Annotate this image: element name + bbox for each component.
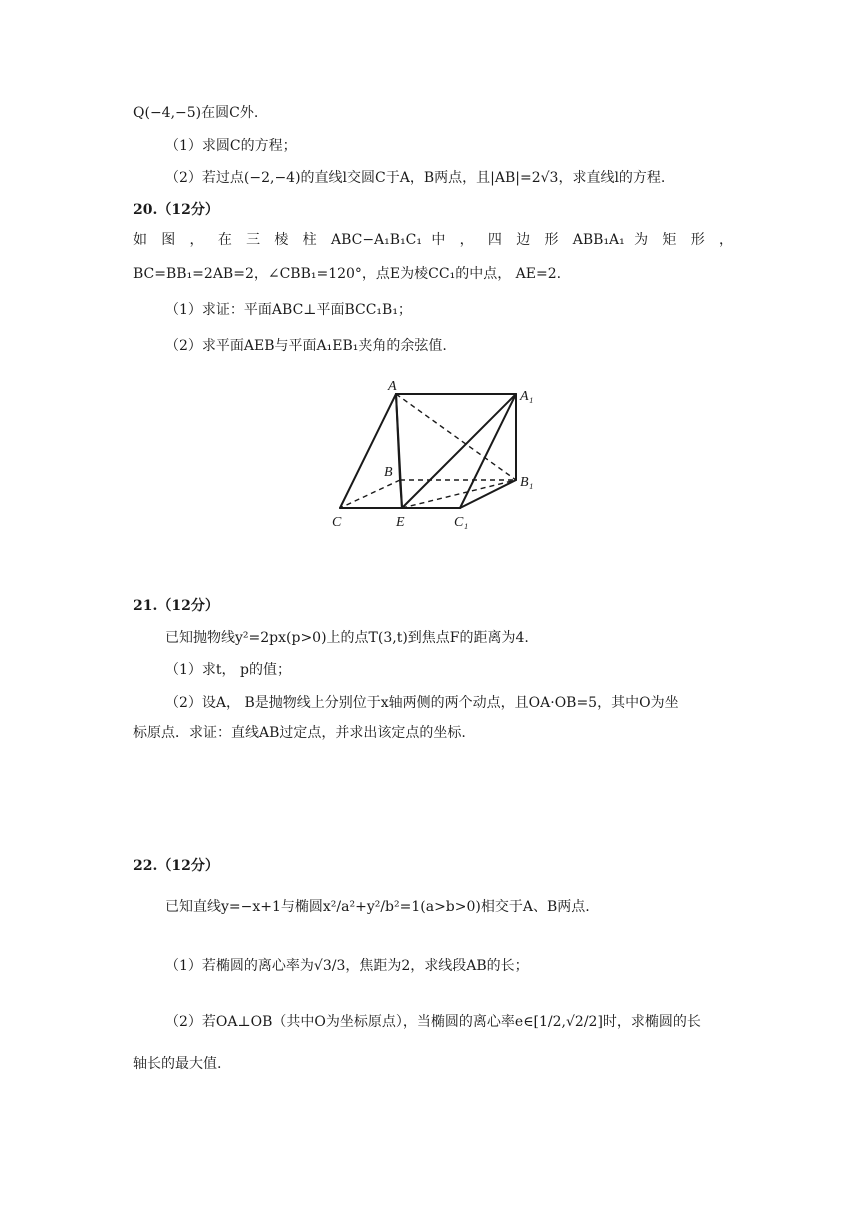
q20-stem-line2: BC=BB₁=2AB=2，∠CBB₁=120°，点E为棱CC₁的中点， AE=2. (133, 266, 562, 282)
edge-BC-hidden (340, 480, 400, 508)
label-A1: A₁ (520, 389, 534, 404)
q21-stem: 已知抛物线y²=2px(p>0)上的点T(3,t)到焦点F的距离为4. (165, 630, 529, 646)
edge-B1C1 (460, 480, 516, 508)
q22-part2-cont: 轴长的最大值. (133, 1056, 222, 1072)
q19-part2: （2）若过点(−2,−4)的直线l交圆C于A，B两点，且|AB|=2√3，求直线l的方程. (165, 170, 666, 186)
q22-header: 22.（12分） (133, 858, 219, 874)
q22-part2: （2）若OA⊥OB（共中O为坐标原点），当椭圆的离心率e∈[1/2,√2/2]时，求椭圆的长 (165, 1014, 701, 1030)
prism-figure (320, 372, 550, 538)
edge-A1C1 (460, 394, 516, 508)
q19-part1: （1）求圆C的方程； (165, 138, 297, 154)
label-E: E (396, 515, 405, 530)
label-C: C (332, 515, 342, 530)
edge-AC (340, 394, 396, 508)
label-B: B (384, 465, 393, 480)
edge-AB (396, 394, 400, 480)
q22-stem: 已知直线y=−x+1与椭圆x²/a²+y²/b²=1(a>b>0)相交于A、B两点. (165, 899, 590, 915)
edge-EB1-hidden (402, 480, 516, 508)
q22-part1: （1）若椭圆的离心率为√3/3，焦距为2，求线段AB的长； (165, 958, 529, 974)
q21-part1: （1）求t， p的值； (165, 662, 291, 678)
q20-part1: （1）求证：平面ABC⊥平面BCC₁B₁； (165, 302, 412, 318)
label-B1: B₁ (520, 475, 534, 490)
q20-stem-line1: 如 图 ， 在 三 棱 柱 ABC−A₁B₁C₁ 中 ， 四 边 形 ABB₁A₁ 为 矩 形 ， (133, 232, 733, 248)
q21-part2-cont: 标原点．求证：直线AB过定点，并求出该定点的坐标. (133, 725, 466, 741)
label-A: A (388, 379, 397, 394)
q20-header: 20.（12分） (133, 202, 219, 218)
edge-AB1-hidden (396, 394, 516, 480)
q21-part2: （2）设A， B是抛物线上分别位于x轴两侧的两个动点，且OA·OB=5，其中O为坐 (165, 695, 679, 711)
label-C1: C₁ (454, 515, 469, 530)
q21-header: 21.（12分） (133, 598, 219, 614)
q19-tail: Q(−4,−5)在圆C外. (133, 105, 259, 121)
q20-part2: （2）求平面AEB与平面A₁EB₁夹角的余弦值. (165, 338, 447, 354)
